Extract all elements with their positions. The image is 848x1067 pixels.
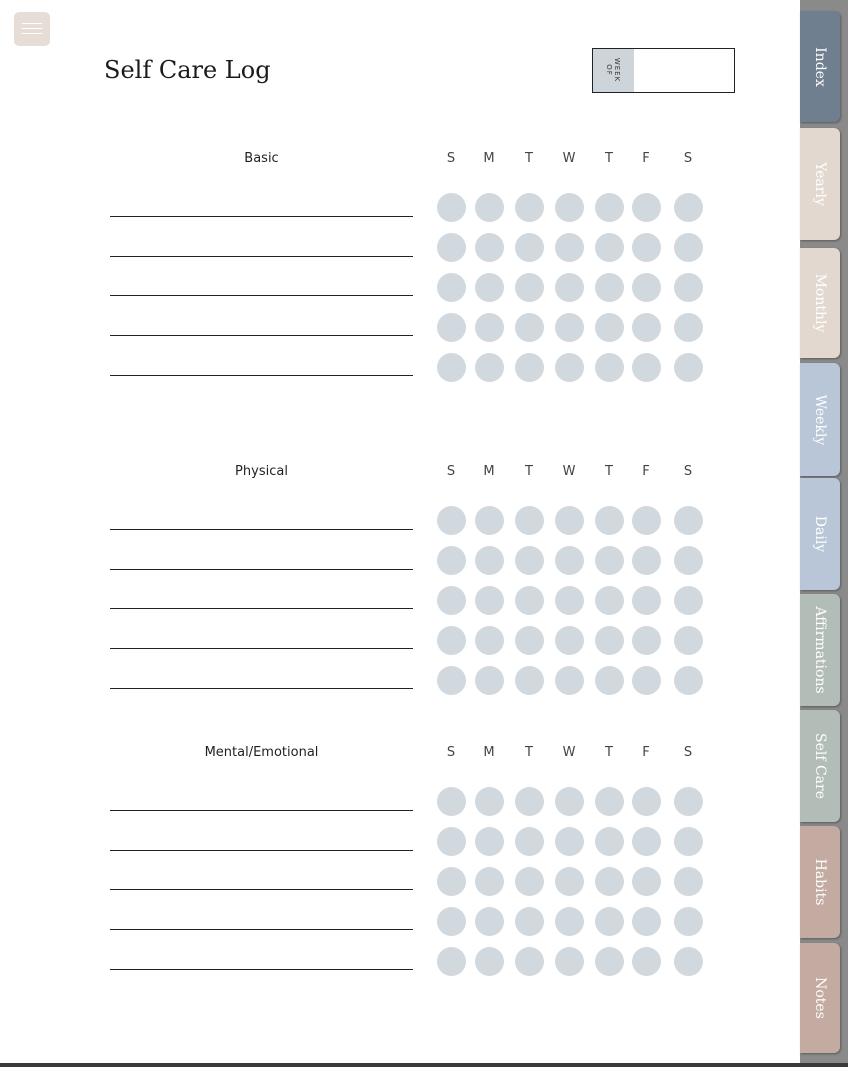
habit-check-circle[interactable] — [555, 666, 584, 695]
habit-entry-line[interactable] — [110, 929, 413, 930]
habit-check-circle[interactable] — [515, 947, 544, 976]
habit-check-circle[interactable] — [475, 907, 504, 936]
habit-entry-line[interactable] — [110, 529, 413, 530]
habit-check-circle[interactable] — [555, 273, 584, 302]
habit-check-circle[interactable] — [555, 827, 584, 856]
day-header: S — [446, 151, 456, 166]
bottom-bar — [0, 1063, 848, 1067]
habit-check-circle[interactable] — [632, 827, 661, 856]
habit-check-circle[interactable] — [515, 193, 544, 222]
habit-entry-line[interactable] — [110, 688, 413, 689]
tracker-section — [0, 745, 800, 1005]
habit-check-circle[interactable] — [595, 947, 624, 976]
habit-check-circle[interactable] — [674, 313, 703, 342]
habit-check-circle[interactable] — [632, 947, 661, 976]
section-label: Mental/Emotional — [204, 745, 319, 760]
day-header: T — [605, 745, 613, 760]
day-header: M — [483, 745, 495, 760]
habit-check-circle[interactable] — [555, 867, 584, 896]
habit-check-circle[interactable] — [674, 546, 703, 575]
habit-check-circle[interactable] — [595, 626, 624, 655]
habit-check-circle[interactable] — [515, 233, 544, 262]
day-header: T — [605, 151, 613, 166]
day-header: S — [446, 464, 456, 479]
habit-check-circle[interactable] — [515, 626, 544, 655]
habit-check-circle[interactable] — [515, 787, 544, 816]
habit-check-circle[interactable] — [632, 546, 661, 575]
habit-check-circle[interactable] — [437, 827, 466, 856]
tracker-section — [0, 464, 800, 724]
section-label: Basic — [244, 151, 279, 166]
page-title: Self Care Log — [104, 56, 271, 84]
tab-yearly[interactable] — [800, 128, 840, 240]
habit-check-circle[interactable] — [515, 907, 544, 936]
habit-check-circle[interactable] — [475, 947, 504, 976]
habit-check-circle[interactable] — [515, 506, 544, 535]
habit-check-circle[interactable] — [595, 546, 624, 575]
habit-check-circle[interactable] — [674, 586, 703, 615]
day-header: F — [642, 151, 650, 166]
day-header: T — [525, 151, 533, 166]
habit-entry-line[interactable] — [110, 335, 413, 336]
habit-check-circle[interactable] — [475, 273, 504, 302]
habit-check-circle[interactable] — [437, 867, 466, 896]
habit-check-circle[interactable] — [475, 787, 504, 816]
tab-label: Daily — [812, 515, 828, 553]
tab-weekly[interactable] — [800, 363, 840, 476]
habit-check-circle[interactable] — [437, 313, 466, 342]
day-header: W — [562, 464, 576, 479]
habit-check-circle[interactable] — [632, 666, 661, 695]
habit-check-circle[interactable] — [632, 626, 661, 655]
habit-check-circle[interactable] — [475, 506, 504, 535]
tab-label: Self Care — [812, 732, 828, 800]
tab-habits[interactable] — [800, 826, 840, 938]
habit-check-circle[interactable] — [437, 787, 466, 816]
habit-check-circle[interactable] — [674, 907, 703, 936]
day-header: S — [683, 151, 693, 166]
habit-check-circle[interactable] — [475, 353, 504, 382]
habit-check-circle[interactable] — [595, 193, 624, 222]
day-header: W — [562, 745, 576, 760]
habit-entry-line[interactable] — [110, 295, 413, 296]
habit-check-circle[interactable] — [515, 867, 544, 896]
habit-check-circle[interactable] — [674, 787, 703, 816]
habit-check-circle[interactable] — [515, 273, 544, 302]
menu-button[interactable] — [14, 12, 50, 46]
tab-notes[interactable] — [800, 943, 840, 1053]
day-header: T — [525, 745, 533, 760]
tab-monthly[interactable] — [800, 248, 840, 358]
habit-check-circle[interactable] — [555, 193, 584, 222]
tracker-section — [0, 151, 800, 411]
habit-check-circle[interactable] — [437, 546, 466, 575]
habit-entry-line[interactable] — [110, 375, 413, 376]
habit-check-circle[interactable] — [632, 787, 661, 816]
habit-check-circle[interactable] — [674, 233, 703, 262]
habit-check-circle[interactable] — [515, 827, 544, 856]
habit-check-circle[interactable] — [555, 907, 584, 936]
day-header: S — [446, 745, 456, 760]
habit-check-circle[interactable] — [595, 273, 624, 302]
habit-entry-line[interactable] — [110, 569, 413, 570]
habit-check-circle[interactable] — [475, 546, 504, 575]
habit-entry-line[interactable] — [110, 969, 413, 970]
habit-check-circle[interactable] — [555, 353, 584, 382]
habit-check-circle[interactable] — [555, 787, 584, 816]
habit-check-circle[interactable] — [632, 233, 661, 262]
day-header: S — [683, 464, 693, 479]
habit-check-circle[interactable] — [555, 546, 584, 575]
habit-check-circle[interactable] — [515, 586, 544, 615]
habit-check-circle[interactable] — [437, 273, 466, 302]
habit-check-circle[interactable] — [595, 787, 624, 816]
hamburger-line — [22, 28, 42, 29]
habit-check-circle[interactable] — [674, 193, 703, 222]
day-header: W — [562, 151, 576, 166]
tab-self-care[interactable] — [800, 710, 840, 822]
habit-check-circle[interactable] — [437, 666, 466, 695]
hamburger-menu-icon — [22, 23, 42, 24]
habit-check-circle[interactable] — [437, 626, 466, 655]
habit-check-circle[interactable] — [555, 626, 584, 655]
tab-label: Notes — [812, 977, 828, 1019]
tab-label: Monthly — [812, 273, 828, 333]
habit-check-circle[interactable] — [674, 353, 703, 382]
habit-check-circle[interactable] — [632, 586, 661, 615]
habit-check-circle[interactable] — [632, 193, 661, 222]
tab-index[interactable] — [800, 11, 840, 122]
habit-check-circle[interactable] — [437, 907, 466, 936]
week-of-label — [593, 49, 634, 92]
habit-check-circle[interactable] — [437, 586, 466, 615]
habit-check-circle[interactable] — [475, 867, 504, 896]
habit-check-circle[interactable] — [632, 867, 661, 896]
habit-check-circle[interactable] — [555, 313, 584, 342]
day-header: M — [483, 464, 495, 479]
section-label: Physical — [235, 464, 288, 479]
week-of-label-text — [605, 58, 621, 82]
habit-check-circle[interactable] — [515, 353, 544, 382]
habit-check-circle[interactable] — [475, 586, 504, 615]
habit-check-circle[interactable] — [632, 506, 661, 535]
habit-check-circle[interactable] — [555, 586, 584, 615]
tab-daily[interactable] — [800, 478, 840, 590]
hamburger-line — [22, 33, 42, 34]
habit-check-circle[interactable] — [475, 626, 504, 655]
week-of-input[interactable] — [634, 49, 734, 92]
day-header: T — [525, 464, 533, 479]
habit-check-circle[interactable] — [555, 947, 584, 976]
habit-check-circle[interactable] — [475, 193, 504, 222]
habit-entry-line[interactable] — [110, 648, 413, 649]
habit-check-circle[interactable] — [437, 193, 466, 222]
habit-check-circle[interactable] — [595, 907, 624, 936]
habit-check-circle[interactable] — [595, 233, 624, 262]
habit-entry-line[interactable] — [110, 810, 413, 811]
tab-label: Index — [812, 46, 828, 87]
habit-check-circle[interactable] — [595, 666, 624, 695]
habit-entry-line[interactable] — [110, 889, 413, 890]
day-header: F — [642, 745, 650, 760]
habit-check-circle[interactable] — [515, 666, 544, 695]
habit-check-circle[interactable] — [674, 506, 703, 535]
habit-check-circle[interactable] — [595, 867, 624, 896]
habit-check-circle[interactable] — [475, 666, 504, 695]
habit-check-circle[interactable] — [515, 546, 544, 575]
habit-check-circle[interactable] — [674, 827, 703, 856]
day-header: F — [642, 464, 650, 479]
tab-affirmations[interactable] — [800, 594, 840, 706]
habit-check-circle[interactable] — [595, 313, 624, 342]
habit-check-circle[interactable] — [674, 626, 703, 655]
habit-check-circle[interactable] — [595, 353, 624, 382]
week-of-label-line1: WEEK — [613, 57, 621, 83]
day-header: M — [483, 151, 495, 166]
habit-entry-line[interactable] — [110, 850, 413, 851]
tab-label: Affirmations — [812, 606, 828, 694]
habit-entry-line[interactable] — [110, 216, 413, 217]
habit-check-circle[interactable] — [475, 233, 504, 262]
habit-check-circle[interactable] — [555, 506, 584, 535]
habit-check-circle[interactable] — [674, 867, 703, 896]
habit-check-circle[interactable] — [475, 313, 504, 342]
habit-check-circle[interactable] — [595, 506, 624, 535]
habit-check-circle[interactable] — [674, 666, 703, 695]
habit-entry-line[interactable] — [110, 608, 413, 609]
day-header: S — [683, 745, 693, 760]
habit-check-circle[interactable] — [555, 233, 584, 262]
tab-label: Habits — [812, 858, 828, 906]
habit-check-circle[interactable] — [674, 273, 703, 302]
habit-entry-line[interactable] — [110, 256, 413, 257]
tab-label: Weekly — [812, 394, 828, 445]
habit-check-circle[interactable] — [437, 947, 466, 976]
habit-check-circle[interactable] — [437, 353, 466, 382]
habit-check-circle[interactable] — [632, 353, 661, 382]
day-header: T — [605, 464, 613, 479]
habit-check-circle[interactable] — [595, 827, 624, 856]
habit-check-circle[interactable] — [515, 313, 544, 342]
habit-check-circle[interactable] — [475, 827, 504, 856]
week-of-label-line2: OF — [605, 64, 613, 76]
habit-check-circle[interactable] — [632, 313, 661, 342]
habit-check-circle[interactable] — [595, 586, 624, 615]
habit-check-circle[interactable] — [437, 233, 466, 262]
tab-label: Yearly — [812, 162, 828, 206]
week-of-box — [592, 48, 735, 93]
habit-check-circle[interactable] — [632, 907, 661, 936]
habit-check-circle[interactable] — [674, 947, 703, 976]
habit-check-circle[interactable] — [437, 506, 466, 535]
habit-check-circle[interactable] — [632, 273, 661, 302]
